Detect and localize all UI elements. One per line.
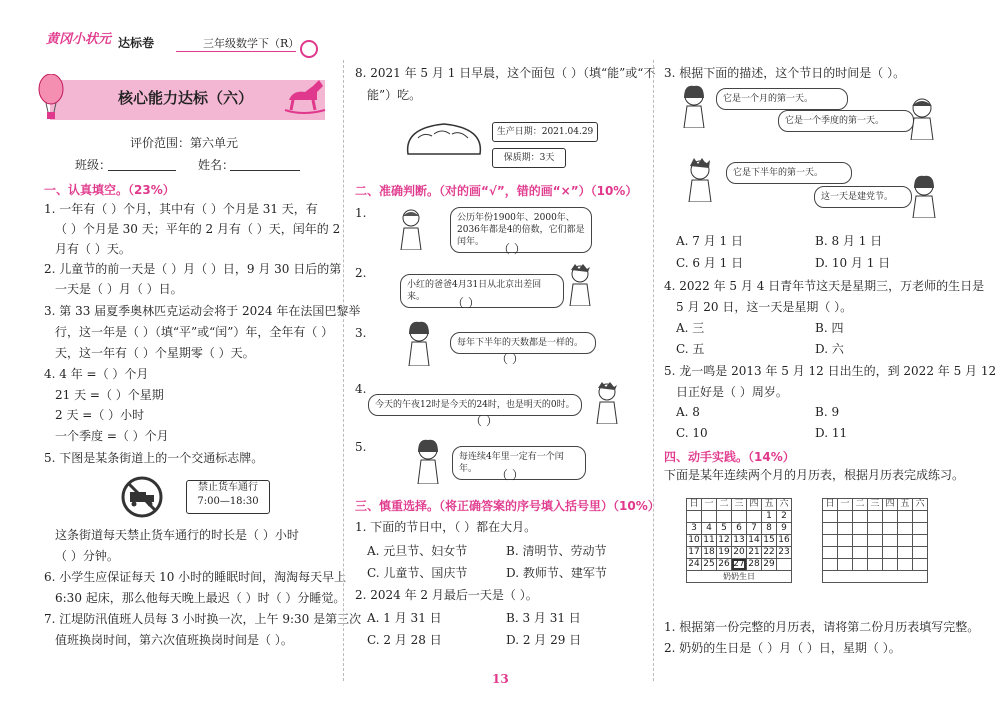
boy-1-icon	[906, 96, 938, 144]
weekday-cell: 二	[853, 499, 868, 511]
calendar-2-week-row	[823, 547, 928, 559]
choice-1-question: 1. 下面的节日中，（ ）都在大月。	[355, 520, 537, 534]
calendar-2-day-cell[interactable]	[853, 535, 868, 547]
calendar-1-note: 奶奶生日	[687, 571, 792, 583]
choice-4-option-a[interactable]: A. 三	[676, 321, 705, 335]
calendar-2-day-cell[interactable]	[868, 511, 883, 523]
q4-line2: 21 天 =（ ）个星期	[55, 388, 164, 402]
choice-4-line2: 5 月 20 日，这一天是星期（ ）。	[676, 300, 853, 314]
judge-5-bubble: 每连续4年里一定有一个闰年。	[452, 446, 586, 480]
choice-4-option-c[interactable]: C. 五	[676, 342, 705, 356]
calendar-1-day-cell	[687, 511, 702, 523]
calendar-2-day-cell[interactable]	[868, 547, 883, 559]
class-label: 班级：	[75, 158, 112, 172]
weekday-cell: 五	[898, 499, 913, 511]
evaluation-scope: 评价范围：第六单元	[130, 136, 239, 150]
girl-1-icon	[680, 84, 708, 132]
judge-5-person-icon	[414, 438, 442, 488]
calendar-2-week-row	[823, 559, 928, 571]
calendar-1-day-cell: 2	[777, 511, 792, 523]
calendar-1-week-row	[687, 547, 792, 559]
bread-tag-1: 生产日期：2021.04.29	[492, 122, 598, 142]
calendar-2-day-cell[interactable]	[883, 559, 898, 571]
choice-3-option-b[interactable]: B. 8 月 1 日	[815, 234, 883, 248]
calendar-2-weekday-row	[823, 499, 928, 511]
calendar-1-day-cell	[732, 511, 747, 523]
judge-3-bubble: 每年下半年的天数都是一样的。	[450, 332, 596, 354]
weekday-cell: 四	[747, 499, 762, 511]
no-truck-sign-icon	[120, 475, 164, 523]
course-title: 三年级数学下（R）	[203, 37, 300, 50]
calendar-1-day-cell: 24	[688, 559, 700, 569]
header-line	[176, 51, 296, 52]
calendar-1-day-cell: 15	[763, 535, 775, 545]
calendar-1-day-cell: 29	[763, 559, 775, 569]
calendar-2-day-cell[interactable]	[868, 535, 883, 547]
calendar-1-day-cell: 4	[702, 523, 717, 535]
calendar-1	[686, 498, 792, 583]
calendar-1-day-cell: 23	[778, 547, 790, 557]
calendar-1-day-cell: 19	[718, 547, 730, 557]
q7-line1: 7. 江堤防汛值班人员每 3 小时换一次，上午 9:30 是第三次	[44, 612, 362, 626]
weekday-cell: 六	[777, 499, 792, 511]
calendar-2-day-cell[interactable]	[838, 559, 853, 571]
calendar-1-day-cell: 7	[747, 523, 762, 535]
weekday-cell: 六	[913, 499, 928, 511]
section3-title: 三、慎重选择。（将正确答案的序号填入括号里）（10%）	[355, 499, 660, 513]
judge-1-number: 1.	[355, 206, 367, 220]
judge-1-bubble: 公历年份1900年、2000年、2036年都是4的倍数，它们都是闰年。	[450, 207, 592, 253]
calendar-2-day-cell[interactable]	[883, 547, 898, 559]
weekday-cell: 二	[717, 499, 732, 511]
calendar-1-day-cell	[777, 559, 792, 571]
judge-4-blank[interactable]: （ ）	[470, 414, 498, 428]
calendar-1-day-cell	[702, 511, 717, 523]
choice-1-option-b[interactable]: B. 清明节、劳动节	[506, 544, 607, 558]
calendar-1-day-cell: 11	[703, 535, 715, 545]
calendar-2-day-cell[interactable]	[838, 547, 853, 559]
judge-1-blank[interactable]: （ ）	[498, 242, 526, 256]
choice-1-option-d[interactable]: D. 教师节、建军节	[506, 566, 607, 580]
calendar-1-week-row	[687, 523, 792, 535]
q5b-line2: （ ）分钟。	[55, 549, 119, 563]
calendar-2-day-cell[interactable]	[913, 559, 928, 571]
choice-4-option-d[interactable]: D. 六	[815, 342, 844, 356]
choice-5-option-c[interactable]: C. 10	[676, 426, 708, 440]
column-divider-1	[343, 60, 344, 681]
weekday-cell: 日	[687, 499, 702, 511]
calendar-2-day-cell[interactable]	[883, 523, 898, 535]
q2-line2: 一天是（ ）月（ ）日。	[55, 282, 183, 296]
section2-title: 二、准确判断。（对的画“√”，错的画“×”）（10%）	[355, 184, 638, 198]
choice-5-option-b[interactable]: B. 9	[815, 405, 840, 419]
calendar-2-day-cell[interactable]	[868, 523, 883, 535]
calendar-2-day-cell[interactable]	[838, 511, 853, 523]
calendar-1-day-cell	[717, 511, 732, 523]
weekday-cell: 五	[762, 499, 777, 511]
calendar-2-day-cell[interactable]	[913, 547, 928, 559]
calendar-2-day-cell[interactable]	[898, 559, 913, 571]
spiral-ornament-icon	[300, 40, 318, 58]
calendar-1-day-cell: 8	[762, 523, 777, 535]
choice-2-option-d[interactable]: D. 2 月 29 日	[506, 633, 582, 647]
calendar-1-week-row	[687, 559, 792, 571]
calendar-1-day-cell: 6	[732, 523, 747, 535]
weekday-cell: 一	[838, 499, 853, 511]
calendar-2-day-cell[interactable]	[913, 511, 928, 523]
calendar-1-day-cell: 25	[703, 559, 715, 569]
choice-5-option-d[interactable]: D. 11	[815, 426, 848, 440]
weekday-cell: 四	[883, 499, 898, 511]
calendar-2-day-cell[interactable]	[823, 523, 838, 535]
q4-line3: 2 天 =（ ）小时	[55, 408, 145, 422]
c3-bubble-1: 它是一个月的第一天。	[716, 88, 848, 110]
q8-line1: 8. 2021 年 5 月 1 日早晨，这个面包（ ）（填“能”或“不	[355, 66, 656, 80]
q3-line1: 3. 第 33 届夏季奥林匹克运动会将于 2024 年在法国巴黎举	[44, 304, 361, 318]
choice-3-option-c[interactable]: C. 6 月 1 日	[676, 256, 744, 270]
sign-text-2: 7:00—18:30	[197, 496, 259, 507]
bread-tag-2: 保质期：3天	[492, 148, 566, 168]
choice-2-option-a[interactable]: A. 1 月 31 日	[367, 611, 442, 625]
weekday-cell: 三	[732, 499, 747, 511]
calendar-1-day-cell: 12	[718, 535, 730, 545]
name-label: 姓名：	[198, 158, 235, 172]
section4-title: 四、动手实践。（14%）	[664, 450, 795, 464]
banner-title: 核心能力达标（六）	[118, 89, 254, 107]
q6-line2: 6:30 起床，那么他每天晚上最迟（ ）时（ ）分睡觉。	[55, 591, 346, 605]
calendar-1-day-cell: 20	[733, 547, 745, 557]
girl-2-icon	[908, 174, 940, 222]
q4-line4: 一个季度 =（ ）个月	[55, 429, 169, 443]
c3-bubble-4: 这一天是建党节。	[814, 186, 912, 208]
judge-2-bubble: 小红的爸爸4月31日从北京出差回来。	[400, 274, 564, 308]
judge-5-blank[interactable]: （ ）	[496, 468, 524, 482]
calendar-1-day-cell: 18	[703, 547, 715, 557]
choice-5-line1: 5. 龙一鸣是 2013 年 5 月 12 日出生的，到 2022 年 5 月 12	[664, 364, 997, 378]
judge-5-number: 5.	[355, 440, 367, 454]
calendar-1-weekday-row	[687, 499, 792, 511]
calendar-2-day-cell[interactable]	[913, 523, 928, 535]
calendar-1-day-cell: 28	[748, 559, 760, 569]
calendar-2-day-cell[interactable]	[853, 523, 868, 535]
calendar-1-day-cell: 13	[733, 535, 745, 545]
c3-bubble-3: 它是下半年的第一天。	[726, 162, 852, 184]
rocking-horse-icon	[283, 76, 329, 120]
judge-1-person-icon	[396, 208, 426, 254]
calendar-2-day-cell[interactable]	[898, 523, 913, 535]
calendar-1-day-cell: 1	[762, 511, 777, 523]
calendar-2-day-cell[interactable]	[913, 535, 928, 547]
weekday-cell: 三	[868, 499, 883, 511]
choice-2-option-b[interactable]: B. 3 月 31 日	[506, 611, 581, 625]
calendar-1-day-cell: 21	[748, 547, 760, 557]
q4-line1: 4. 4 年 =（ ）个月	[44, 367, 149, 381]
calendar-1-day-cell: 17	[688, 547, 700, 557]
calendar-1-day-cell: 26	[718, 559, 730, 569]
calendar-2	[822, 498, 928, 583]
judge-3-blank[interactable]: （ ）	[496, 352, 524, 366]
calendar-1-day-cell: 16	[778, 535, 790, 545]
brand-subtitle: 达标卷	[118, 36, 155, 50]
calendar-2-day-cell[interactable]	[883, 511, 898, 523]
practice-question-1: 1. 根据第一份完整的月历表，请将第二份月历表填写完整。	[664, 620, 980, 634]
calendar-2-week-row	[823, 523, 928, 535]
calendar-1-day-cell: 10	[688, 535, 700, 545]
bread-icon	[404, 120, 484, 164]
judge-2-person-icon	[565, 264, 595, 310]
calendar-2-day-cell[interactable]	[853, 511, 868, 523]
calendar-1-week-row	[687, 535, 792, 547]
calendar-2-day-cell[interactable]	[838, 523, 853, 535]
judge-2-number: 2.	[355, 266, 367, 280]
calendar-2-day-cell[interactable]	[883, 535, 898, 547]
class-field[interactable]	[108, 170, 176, 171]
judge-4-number: 4.	[355, 382, 367, 396]
c3-bubble-2: 它是一个季度的第一天。	[778, 110, 914, 132]
q1-line1: 1. 一年有（ ）个月，其中有（ ）个月是 31 天，有	[44, 202, 318, 216]
brand-logo: 黄冈小状元	[46, 32, 112, 47]
choice-5-option-a[interactable]: A. 8	[676, 405, 700, 419]
q1-line2: （ ）个月是 30 天；平年的 2 月有（ ）天，闰年的 2	[55, 222, 341, 236]
choice-2-option-c[interactable]: C. 2 月 28 日	[367, 633, 442, 647]
choice-1-option-c[interactable]: C. 儿童节、国庆节	[367, 566, 468, 580]
q3-line3: 天，这一年有（ ）个星期零（ ）天。	[55, 346, 255, 360]
section1-title: 一、认真填空。（23%）	[44, 183, 175, 197]
calendar-2-week-row	[823, 511, 928, 523]
judge-2-blank[interactable]: （ ）	[452, 296, 480, 310]
judge-4-bubble: 今天的午夜12时是今天的24时，也是明天的0时。	[368, 394, 582, 416]
calendar-2-day-cell[interactable]	[898, 547, 913, 559]
weekday-cell: 日	[823, 499, 838, 511]
q6-line1: 6. 小学生应保证每天 10 小时的睡眠时间，淘淘每天早上	[44, 570, 347, 584]
choice-1-option-a[interactable]: A. 元旦节、妇女节	[367, 544, 468, 558]
sign-plate	[186, 480, 270, 514]
judge-4-person-icon	[592, 382, 622, 428]
calendar-2-day-cell[interactable]	[823, 511, 838, 523]
calendar-1-week-row	[687, 511, 792, 523]
q8-line2: 能”）吃。	[367, 88, 422, 102]
q1-line3: 月有（ ）天。	[55, 242, 131, 256]
choice-3-option-d[interactable]: D. 10 月 1 日	[815, 256, 891, 270]
balloon-icon	[38, 74, 64, 108]
calendar-1-day-cell: 22	[763, 547, 775, 557]
calendar-2-week-row	[823, 535, 928, 547]
practice-intro: 下面是某年连续两个月的月历表，根据月历表完成练习。	[664, 468, 965, 482]
calendar-2-day-cell[interactable]	[898, 535, 913, 547]
q3-line2: 行，这一年是（ ）（填“平”或“闰”）年，全年有（ ）	[55, 325, 334, 339]
calendar-2-day-cell[interactable]	[823, 559, 838, 571]
weekday-cell: 一	[702, 499, 717, 511]
boy-2-icon	[684, 158, 716, 206]
calendar-2-day-cell[interactable]	[823, 547, 838, 559]
calendar-1-day-cell: 27	[733, 559, 745, 569]
calendar-2-day-cell[interactable]	[838, 535, 853, 547]
sign-text-1: 禁止货车通行	[198, 482, 258, 493]
choice-4-line1: 4. 2022 年 5 月 4 日青年节这天是星期三，万老师的生日是	[664, 279, 985, 293]
calendar-1-day-cell: 14	[748, 535, 760, 545]
calendar-1-day-cell: 9	[777, 523, 792, 535]
choice-2-question: 2. 2024 年 2 月最后一天是（ ）。	[355, 588, 538, 602]
calendar-1-day-cell: 3	[687, 523, 702, 535]
calendar-2-day-cell[interactable]	[853, 547, 868, 559]
name-field[interactable]	[230, 170, 300, 171]
page-number: 13	[492, 672, 509, 686]
calendar-2-day-cell[interactable]	[853, 559, 868, 571]
judge-3-number: 3.	[355, 326, 367, 340]
q7-line2: 值班换岗时间，第六次值班换岗时间是（ ）。	[55, 633, 293, 647]
calendar-1-day-cell	[747, 511, 762, 523]
choice-3-question: 3. 根据下面的描述，这个节日的时间是（ ）。	[664, 66, 906, 80]
choice-3-option-a[interactable]: A. 7 月 1 日	[676, 234, 744, 248]
calendar-2-note[interactable]	[823, 571, 928, 583]
choice-4-option-b[interactable]: B. 四	[815, 321, 844, 335]
q5b-line1: 这条街道每天禁止货车通行的时长是（ ）小时	[55, 528, 299, 542]
judge-3-person-icon	[404, 320, 434, 370]
calendar-2-day-cell[interactable]	[868, 559, 883, 571]
calendar-2-day-cell[interactable]	[823, 535, 838, 547]
column-divider-2	[653, 60, 654, 681]
calendar-2-day-cell[interactable]	[898, 511, 913, 523]
practice-question-2: 2. 奶奶的生日是（ ）月（ ）日，星期（ ）。	[664, 641, 901, 655]
choice-5-line2: 日正好是（ ）周岁。	[676, 385, 788, 399]
calendar-1-day-cell: 5	[717, 523, 732, 535]
q5-text: 5. 下图是某条街道上的一个交通标志牌。	[44, 451, 264, 465]
q2-line1: 2. 儿童节的前一天是（ ）月（ ）日，9 月 30 日后的第	[44, 262, 342, 276]
